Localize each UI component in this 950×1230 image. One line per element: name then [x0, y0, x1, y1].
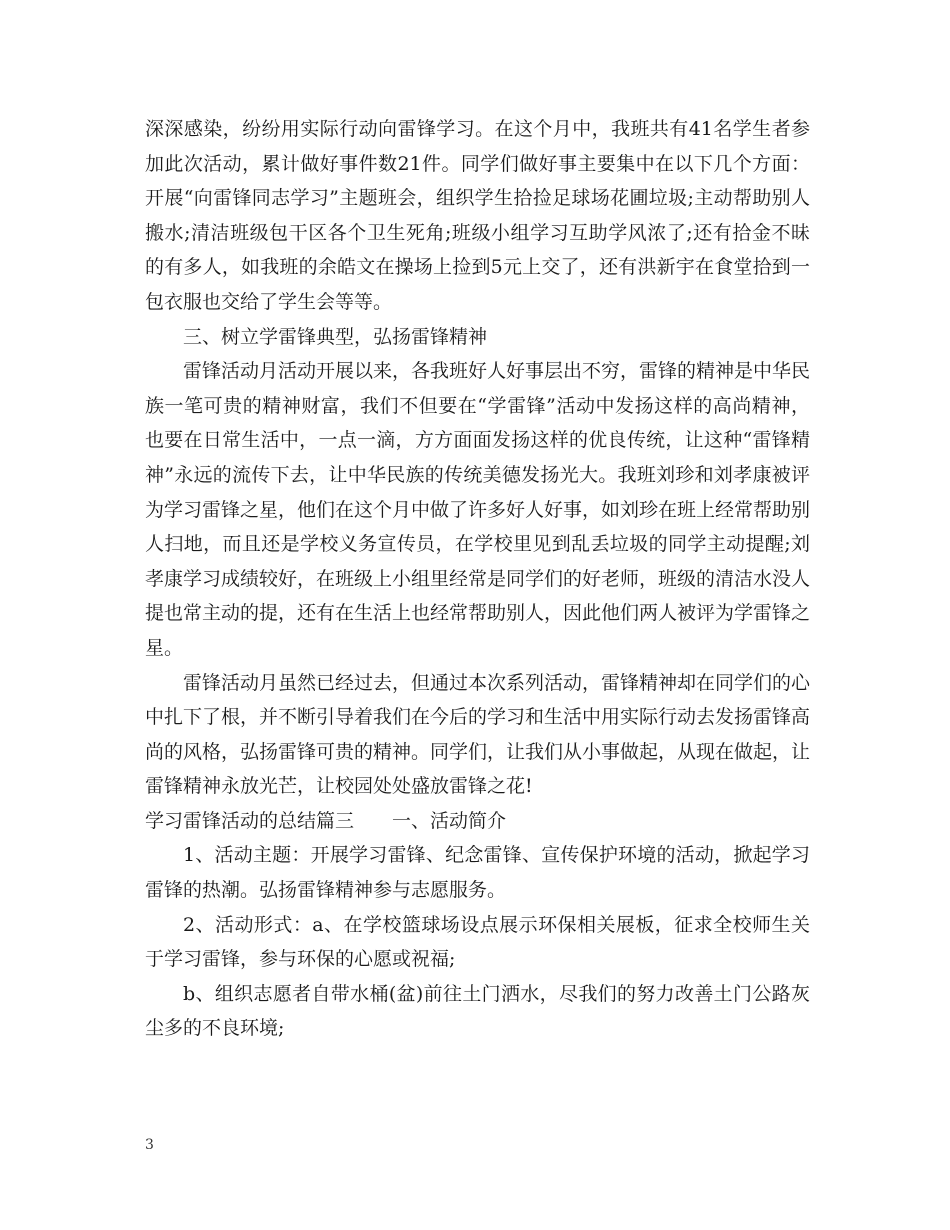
page-number: 3	[145, 1137, 154, 1153]
activity-form-a: 2、活动形式：a、在学校篮球场设点展示环保相关展板，征求全校师生关于学习雷锋，参与环保的心愿或祝福;	[145, 913, 810, 971]
activity-form-b: b、组织志愿者自带水桶(盆)前往土门洒水，尽我们的努力改善土门公路灰尘多的不良环境;	[145, 982, 810, 1040]
section-heading-3: 三、树立学雷锋典型，弘扬雷锋精神	[183, 325, 488, 348]
paragraph-3: 雷锋活动月虽然已经过去，但通过本次系列活动，雷锋精神却在同学们的心中扎下了根，并不断引导着我们在今后的学习和生活中用实际行动去发扬雷锋高尚的风格，弘扬雷锋可贵的精神。同学们，让我们从小事做起，从现在做起，让雷锋精神永放光芒，让校园处处盛放雷锋之花!	[145, 671, 811, 798]
chapter-heading: 学习雷锋活动的总结篇三 一、活动简介	[145, 809, 507, 832]
activity-theme: 1、活动主题：开展学习雷锋、纪念雷锋、宣传保护环境的活动，掀起学习雷锋的热潮。弘扬雷锋精神参与志愿服务。	[145, 844, 810, 902]
paragraph-2: 雷锋活动月活动开展以来，各我班好人好事层出不穷，雷锋的精神是中华民族一笔可贵的精神财富，我们不但要在“学雷锋”活动中发扬这样的高尚精神，也要在日常生活中，一点一滴，方方面面发扬这样的优良传统，让这种“雷锋精神”永远的流传下去，让中华民族的传统美德发扬光大。我班刘珍和刘孝康被评为学习雷锋之星，他们在这个月中做了许多好人好事，如刘珍在班上经常帮助别人扫地，而且还是学校义务宣传员，在学校里见到乱丢垃圾的同学主动提醒;刘孝康学习成绩较好，在班级上小组里经常是同学们的好老师，班级的清洁水没人提也常主动的提，还有在生活上也经常帮助别人，因此他们两人被评为学雷锋之星。	[145, 360, 811, 659]
paragraph-1: 深深感染，纷纷用实际行动向雷锋学习。在这个月中，我班共有41名学生者参加此次活动，累计做好事件数21件。同学们做好事主要集中在以下几个方面：开展“向雷锋同志学习”主题班会，组织学生拾捡足球场花圃垃圾;主动帮助别人搬水;清洁班级包干区各个卫生死角;班级小组学习互助学风浓了;还有拾金不昧的有多人，如我班的余皓文在操场上捡到5元上交了，还有洪新宇在食堂拾到一包衣服也交给了学生会等等。	[145, 118, 810, 313]
document-page	[145, 112, 810, 1046]
